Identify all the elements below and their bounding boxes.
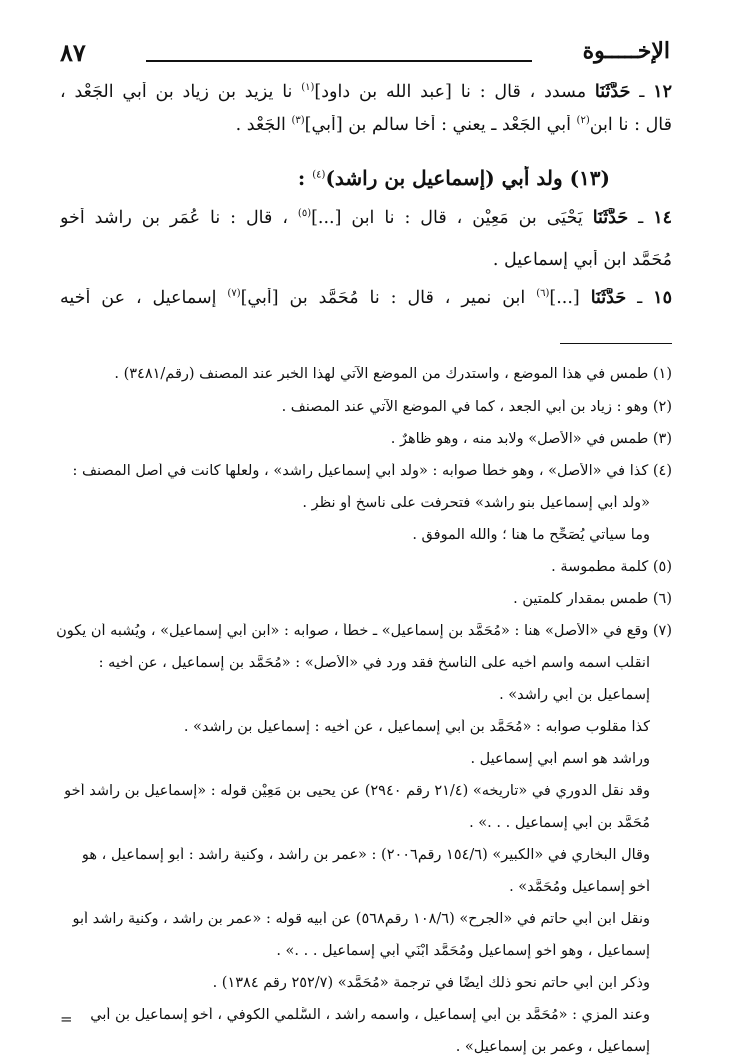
footnote-7-line-2: انقلب اسمه واسم أخيه على الناسخ فقد ورد في «الأصل» : «مُحَمَّد بن إسماعيل ، عن أخيه :: [98, 655, 650, 671]
footnote-7-line-8: وقال البخاري في «الكبير» (١٥٤/٦ رقم٢٠٠٦) : «عمر بن راشد ، وكنية راشد : أبو إسماعيل ، هو: [81, 847, 650, 863]
footnote-ref-6[interactable]: (٦): [536, 288, 550, 300]
footnote-ref-3[interactable]: (٣): [291, 115, 305, 127]
hadith-14-line-1: ١٤ ـ حَدَّثَنَا يَحْيَى بن مَعِيْن ، قال : نا ابن [...]$^{(٥)}$ ، قال : نا عُمَر بن راشد أخو: [60, 208, 672, 228]
header-rule: [146, 60, 532, 62]
footnote-separator: [560, 343, 672, 344]
hadith-14-line-2: مُحَمَّد ابن أبي إسماعيل .: [492, 250, 672, 270]
footnote-ref-1[interactable]: (١): [301, 82, 315, 94]
footnote-ref-4[interactable]: (٤): [312, 169, 326, 181]
footnote-7-line-9: أخو إسماعيل ومُحَمَّد» .: [509, 879, 650, 895]
footnote-7-line-10: ونقل ابن أبي حاتم في «الجرح» (١٠٨/٦ رقم٥٦٨) عن أبيه قوله : «عمر بن راشد ، وكنية راشد أبو: [72, 911, 650, 927]
footnote-4-line-1: (٤) كذا في «الأصل» ، وهو خطأ صوابه : «ولد أبي إسماعيل راشد» ، ولعلها كانت في أصل المصنف :: [72, 463, 672, 479]
footnote-ref-7[interactable]: (٧): [227, 288, 241, 300]
continuation-mark: =: [60, 1010, 73, 1028]
running-header: [60, 38, 670, 74]
footnote-7-line-3: إسماعيل بن أبي راشد» .: [499, 687, 650, 703]
footnote-6: (٦) طمس بمقدار كلمتين .: [513, 591, 672, 607]
footnote-7-line-11: إسماعيل ، وهو أخو إسماعيل ومُحَمَّد ابْنَي أبي إسماعيل . . .» .: [276, 943, 650, 959]
footnote-7-line-14: إسماعيل ، وعمر بن إسماعيل» .: [455, 1039, 650, 1055]
page-number: ٨٧: [60, 38, 86, 67]
footnote-ref-2[interactable]: (٢): [576, 115, 590, 127]
section-heading-13: (١٣) ولد أبي (إسماعيل بن راشد)$^{(٤)}$ :: [297, 166, 610, 190]
footnote-5: (٥) كلمة مطموسة .: [551, 559, 672, 575]
footnote-7-line-4: كذا مقلوب صوابه : «مُحَمَّد بن أبي إسماعيل ، عن أخيه : إسماعيل بن راشد» .: [183, 719, 650, 735]
footnote-7-line-1: (٧) وقع في «الأصل» هنا : «مُحَمَّد بن إسماعيل» ـ خطأ ، صوابه : «ابن أبي إسماعيل» ، ويُشبه أن يكون: [56, 623, 672, 639]
footnote-3: (٣) طمس في «الأصل» ولابد منه ، وهو ظاهرٌ .: [390, 431, 672, 447]
footnote-7-line-12: وذكر ابن أبي حاتم نحو ذلك أيضًا في ترجمة «مُحَمَّد» (٢٥٢/٧ رقم ١٣٨٤) .: [212, 975, 650, 991]
hadith-12-line-1: ١٢ ـ حَدَّثَنَا مسدد ، قال : نا [عبد الله بن داود]$^{(١)}$ نا يزيد بن زياد بن أبي الجَعْد ،: [60, 82, 672, 102]
footnote-ref-5[interactable]: (٥): [297, 208, 312, 220]
footnote-7-line-13: وعند المزي : «مُحَمَّد بن أبي إسماعيل ، واسمه راشد ، السُّلمي الكوفي ، أخو إسماعيل بن أبي: [90, 1007, 650, 1023]
hadith-12-line-2: قال : نا ابن$^{(٢)}$ أبي الجَعْد ـ يعني : أخا سالم بن [أبي]$^{(٣)}$ الجَعْد .: [235, 115, 672, 135]
hadith-15-line-1: ١٥ ـ حَدَّثَنَا [...]$^{(٦)}$ ابن نمير ، قال : نا مُحَمَّد بن [أبي]$^{(٧)}$ إسماعيل ، عن أخيه: [60, 288, 672, 308]
footnote-7-line-7: مُحَمَّد بن أبي إسماعيل . . .» .: [469, 815, 650, 831]
footnote-4-line-2: «ولد أبي إسماعيل بنو راشد» فتحرفت على ناسخ أو نظرٍ .: [302, 495, 650, 511]
footnote-2: (٢) وهو : زياد بن أبي الجعد ، كما في الموضع الآتي عند المصنف .: [281, 399, 672, 415]
footnote-1: (١) طمس في هذا الموضع ، واستدرك من الموضع الآتي لهذا الخبر عند المصنف (رقم/٣٤٨١) .: [114, 366, 672, 382]
footnote-7-line-6: وقد نقل الدوري في «تاريخه» (٢١/٤ رقم ٢٩٤٠) عن يحيى بن مَعِيْن قوله : «إسماعيل بن راشد أخو: [64, 783, 650, 799]
footnote-4-line-3: وما سيأتي يُصَحِّح ما هنا ؛ والله الموفق .: [412, 527, 650, 543]
chapter-title: الإخـــــوة: [582, 38, 670, 64]
footnote-7-line-5: وراشد هو اسم أبي إسماعيل .: [470, 751, 650, 767]
